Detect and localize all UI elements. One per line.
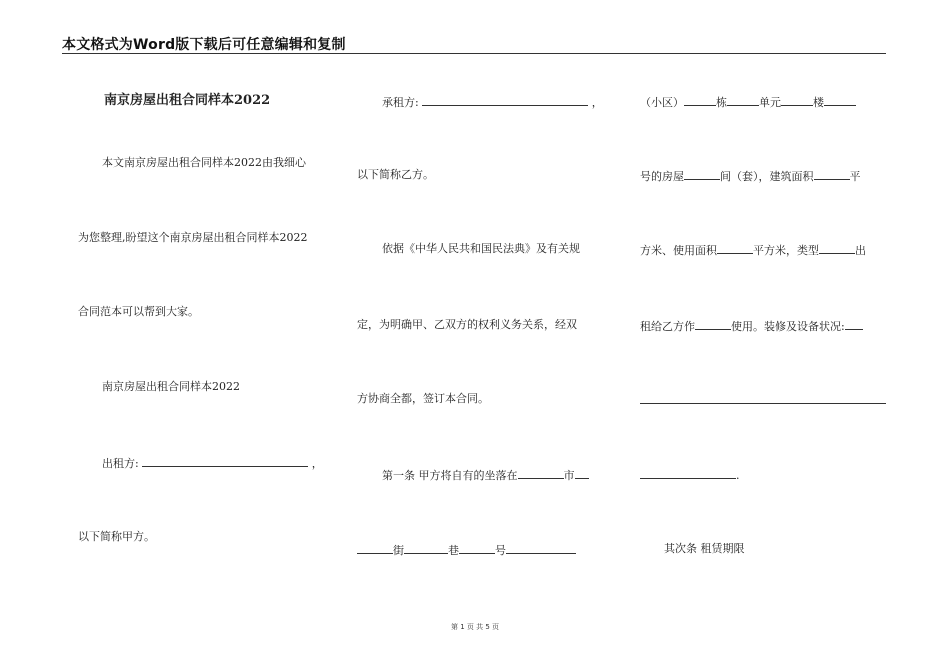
blank [717, 242, 753, 254]
lessee-note: 以下简称乙方。 [357, 168, 434, 181]
page-number: 第 1 页 共 5 页 [450, 623, 500, 631]
property-line-1 [640, 94, 856, 110]
blank [819, 242, 855, 254]
room-area-label: 间（套），建筑面积 [720, 170, 814, 183]
header-rule [62, 53, 886, 54]
intro-line-3: 合同范本可以帮到大家。 [78, 305, 199, 318]
rent-use-label: 租给乙方作 [640, 320, 695, 333]
lessor-line [102, 455, 323, 471]
lessee-label: 承租方: [382, 96, 419, 109]
subtitle: 南京房屋出租合同样本2022 [102, 380, 240, 393]
property-line-4 [640, 318, 863, 334]
basis-line-2: 定，为明确甲、乙双方的权利义务关系，经双 [357, 318, 577, 331]
decoration-label: 使用。装修及设备状况: [731, 320, 845, 333]
street-blank [357, 542, 393, 554]
lessor-label: 出租方: [102, 457, 139, 470]
tail-blank [506, 542, 576, 554]
article-2-heading: 其次条 租赁期限 [664, 542, 745, 555]
basis-line-1: 依据《中华人民共和国民法典》及有关规 [382, 242, 580, 255]
lessee-blank [422, 94, 588, 106]
decoration-blank-2 [640, 467, 736, 479]
street-label: 街 [393, 544, 404, 557]
type-label: 平方米，类型 [753, 244, 819, 257]
period: . [736, 469, 740, 482]
location-blank [518, 467, 564, 479]
intro-line-2: 为您整理,盼望这个南京房屋出租合同样本2022 [78, 231, 308, 244]
building-label: 栋 [716, 96, 727, 109]
blank [727, 94, 759, 106]
number-blank [459, 542, 495, 554]
contract-title: 南京房屋出租合同样本2022 [104, 93, 271, 108]
lessor-end: ， [311, 457, 323, 470]
blank [684, 94, 716, 106]
article-1-text: 第一条 甲方将自有的坐落在 [382, 469, 518, 482]
article-1-line-1 [382, 467, 589, 483]
city-label: 市 [563, 469, 575, 482]
out-label: 出 [855, 244, 866, 257]
lessee-line [382, 94, 603, 110]
article-1-line-2 [357, 542, 576, 558]
blank [814, 168, 850, 180]
property-line-6 [640, 467, 740, 483]
floor-label: 楼 [813, 96, 824, 109]
property-line-2 [640, 168, 861, 184]
blank [684, 168, 720, 180]
intro-line-1: 本文南京房屋出租合同样本2022由我细心 [102, 156, 306, 169]
lessor-note: 以下简称甲方。 [78, 530, 155, 543]
document-header: 本文格式为Word版下载后可任意编辑和复制 [62, 37, 346, 53]
blank [845, 318, 863, 330]
lessor-blank [142, 455, 308, 467]
house-label: 号的房屋 [640, 170, 684, 183]
blank [824, 94, 856, 106]
lane-blank [404, 542, 448, 554]
number-label: 号 [495, 544, 506, 557]
decoration-blank [640, 392, 886, 404]
basis-line-3: 方协商全都，签订本合同。 [357, 392, 489, 405]
city-blank [575, 467, 589, 479]
lessee-end: ， [591, 96, 603, 109]
square-label: 平 [849, 170, 861, 183]
blank [781, 94, 813, 106]
usable-area-label: 方米、使用面积 [640, 244, 717, 257]
lane-label: 巷 [448, 544, 459, 557]
community-label: （小区） [640, 96, 684, 109]
blank [695, 318, 731, 330]
unit-label: 单元 [759, 96, 781, 109]
property-line-3 [640, 242, 866, 258]
property-line-5 [640, 392, 886, 408]
